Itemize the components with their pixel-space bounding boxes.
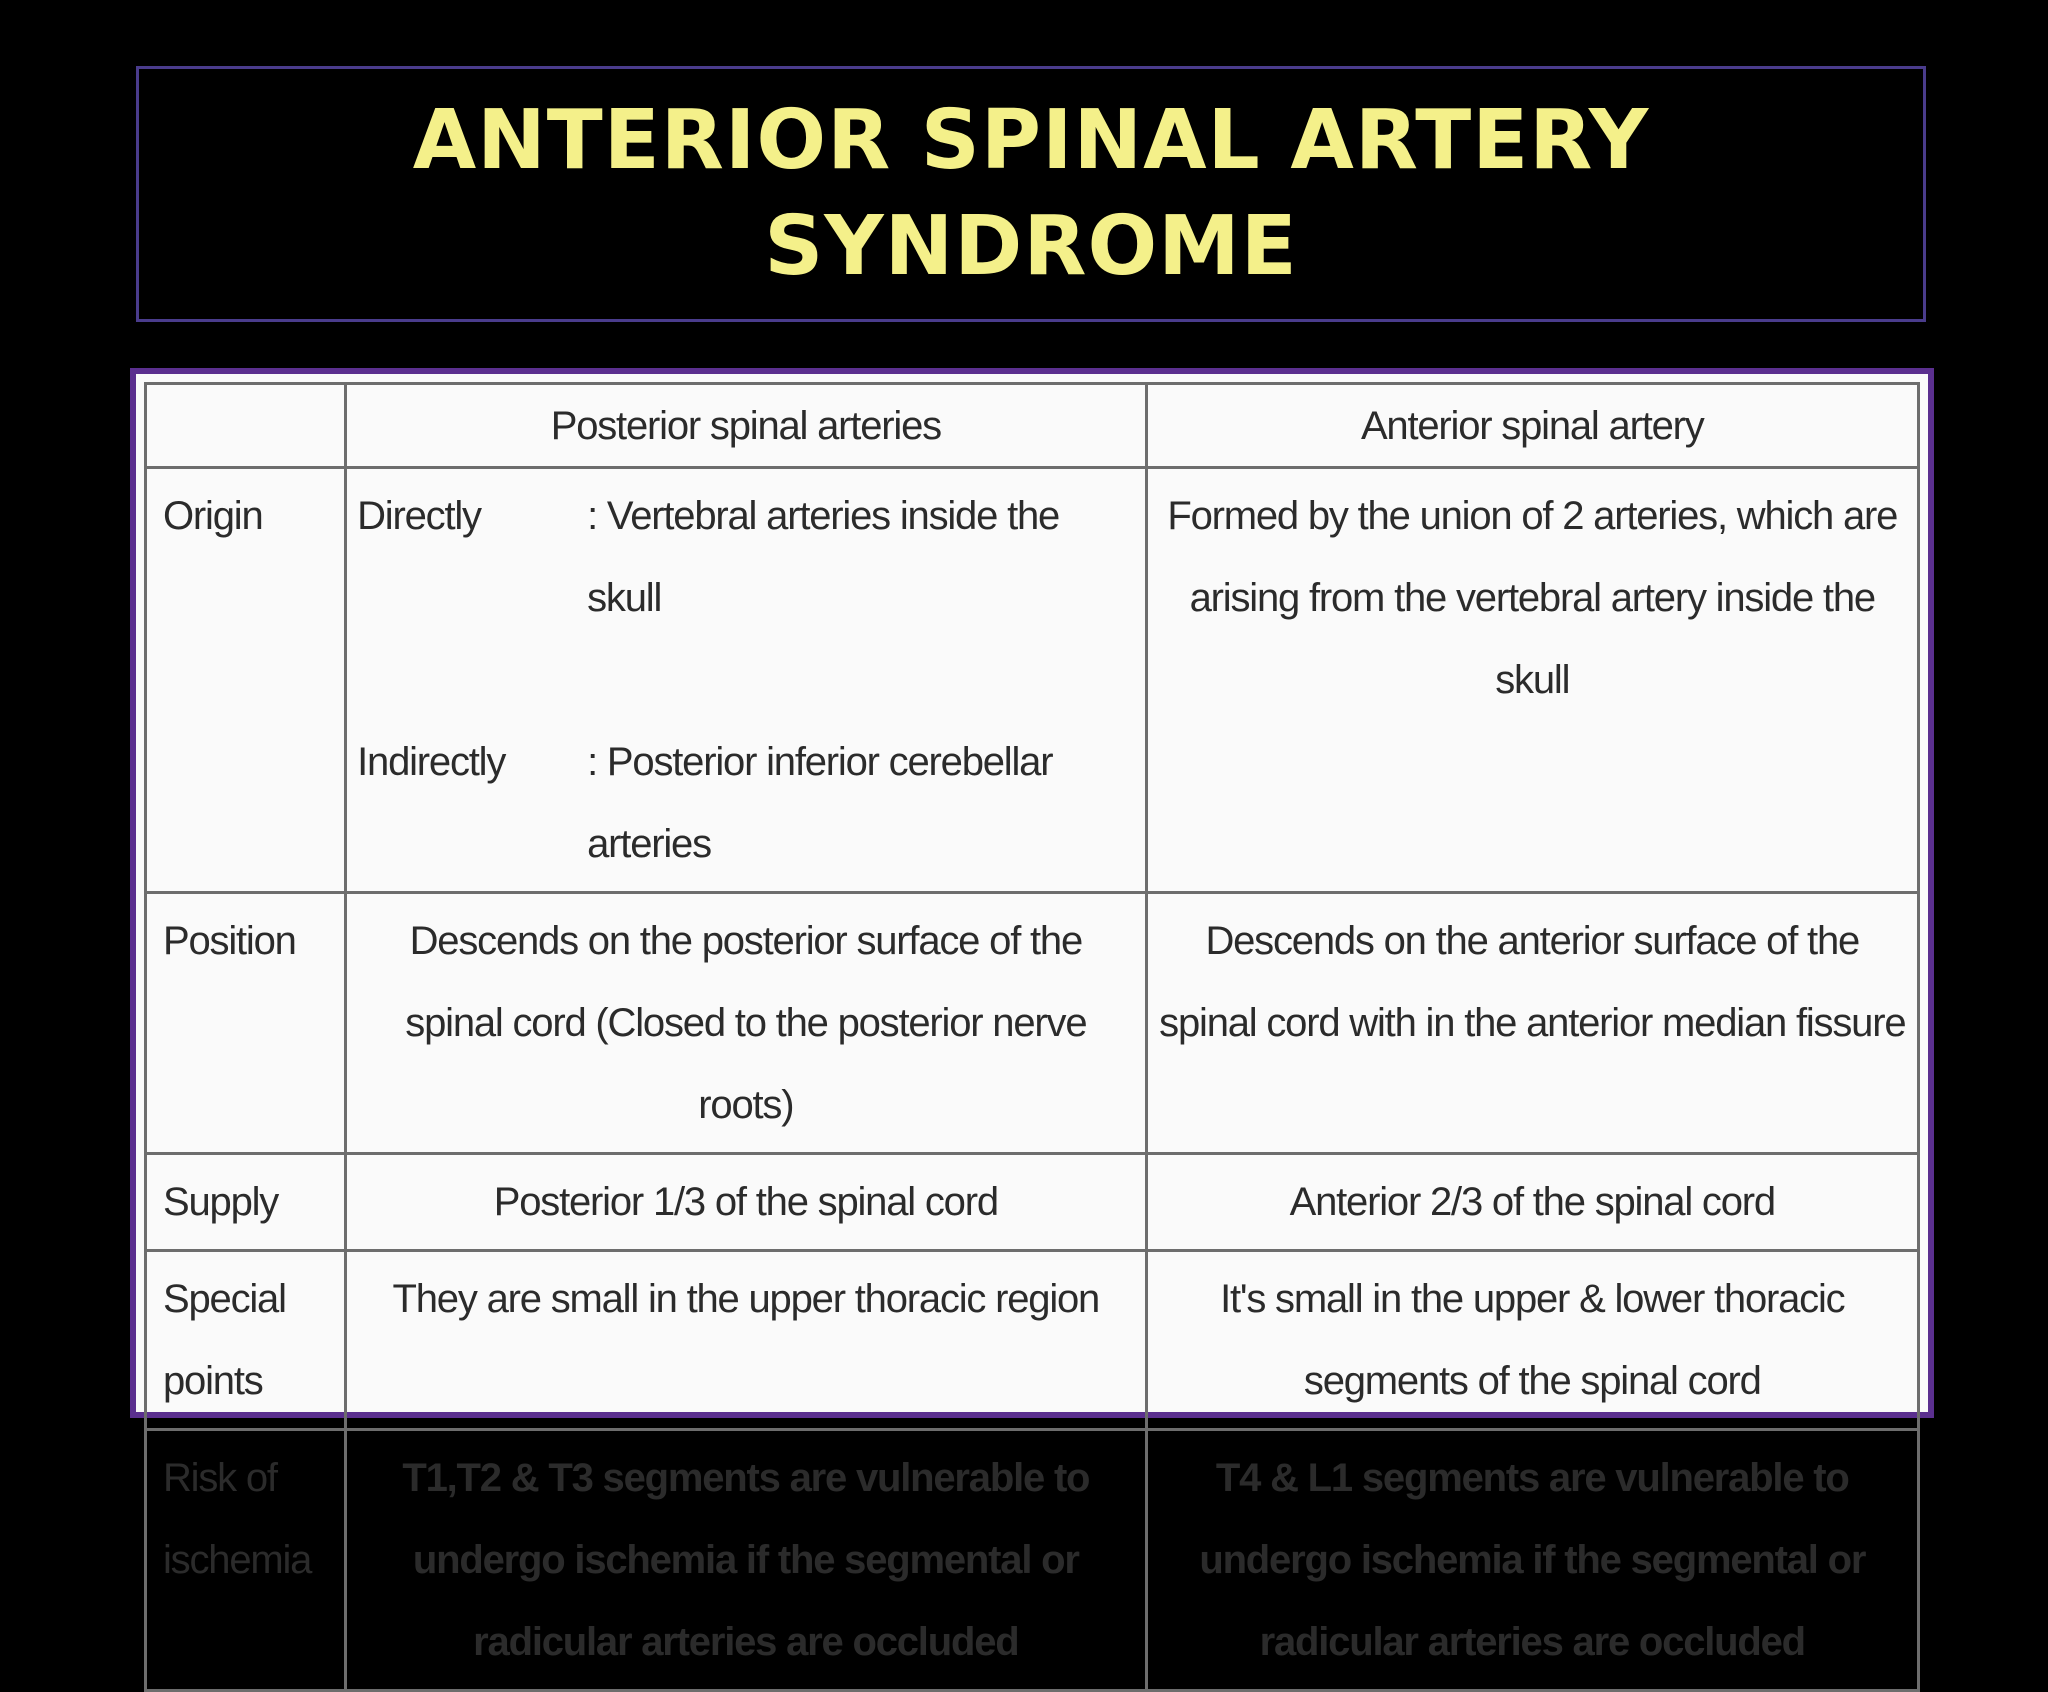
row-label-position: Position bbox=[146, 893, 346, 1154]
origin-indirectly-value: : Posterior inferior cerebellar arteries bbox=[587, 740, 1053, 866]
risk-anterior-cell: T4 & L1 segments are vulnerable to undergo ischemia if the segmental or radicular arteries are occluded bbox=[1146, 1430, 1918, 1691]
row-label-origin: Origin bbox=[146, 468, 346, 893]
row-risk-of-ischemia bbox=[146, 1430, 1919, 1691]
title-line-1: ANTERIOR SPINAL ARTERY bbox=[412, 93, 1650, 188]
origin-directly-line bbox=[357, 475, 1134, 639]
origin-indirectly-label: Indirectly bbox=[357, 740, 506, 784]
row-label-special-points: Special points bbox=[146, 1251, 346, 1430]
title-line-2: SYNDROME bbox=[764, 199, 1298, 294]
special-anterior-cell: It's small in the upper & lower thoracic segments of the spinal cord bbox=[1146, 1251, 1918, 1430]
row-special-points bbox=[146, 1251, 1919, 1430]
position-anterior-cell: Descends on the anterior surface of the spinal cord with in the anterior median fissure bbox=[1146, 893, 1918, 1154]
origin-anterior-cell: Formed by the union of 2 arteries, which are arising from the vertebral artery inside the skull bbox=[1146, 468, 1918, 893]
supply-anterior-cell: Anterior 2/3 of the spinal cord bbox=[1146, 1154, 1918, 1251]
header-row bbox=[146, 384, 1919, 468]
title-banner bbox=[136, 66, 1926, 322]
origin-directly-value: : Vertebral arteries inside the skull bbox=[587, 494, 1060, 620]
origin-directly-label: Directly bbox=[357, 494, 481, 538]
row-origin bbox=[146, 468, 1919, 893]
comparison-table-frame bbox=[130, 368, 1934, 1664]
supply-posterior-cell: Posterior 1/3 of the spinal cord bbox=[346, 1154, 1146, 1251]
risk-posterior-cell: T1,T2 & T3 segments are vulnerable to undergo ischemia if the segmental or radicular arteries are occluded bbox=[346, 1430, 1146, 1691]
origin-indirectly-line bbox=[357, 721, 1134, 885]
origin-posterior-cell bbox=[346, 468, 1146, 893]
position-posterior-cell: Descends on the posterior surface of the spinal cord (Closed to the posterior nerve roots) bbox=[346, 893, 1146, 1154]
row-label-risk-of-ischemia: Risk of ischemia bbox=[146, 1430, 346, 1691]
header-blank bbox=[146, 384, 346, 468]
comparison-table bbox=[144, 382, 1920, 1692]
row-position bbox=[146, 893, 1919, 1154]
row-label-supply: Supply bbox=[146, 1154, 346, 1251]
header-posterior: Posterior spinal arteries bbox=[346, 384, 1146, 468]
row-supply bbox=[146, 1154, 1919, 1251]
header-anterior: Anterior spinal artery bbox=[1146, 384, 1918, 468]
origin-spacer bbox=[357, 639, 1134, 721]
special-posterior-cell: They are small in the upper thoracic region bbox=[346, 1251, 1146, 1430]
